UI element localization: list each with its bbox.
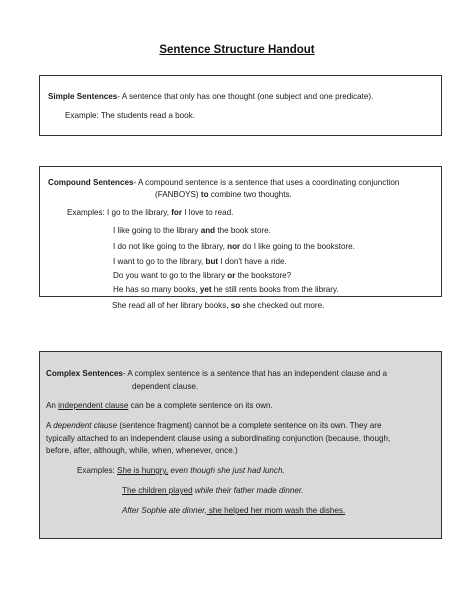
compound-definition-line-2: (FANBOYS) to combine two thoughts. bbox=[155, 190, 292, 199]
complex-example-1: Examples: She is hungry, even though she just had lunch. bbox=[77, 466, 285, 475]
complex-example-2: The children played while their father made dinner. bbox=[122, 486, 304, 495]
complex-definition-line-2: dependent clause. bbox=[132, 382, 199, 391]
simple-example: Example: The students read a book. bbox=[65, 111, 195, 120]
compound-example-1: Examples: I go to the library, for I love to read. bbox=[67, 208, 234, 217]
compound-example-5: Do you want to go to the library or the bookstore? bbox=[113, 271, 292, 280]
complex-example-3: After Sophie ate dinner, she helped her mom wash the dishes. bbox=[122, 506, 346, 515]
complex-definition-line-1: Complex Sentences- A complex sentence is a sentence that has an independent clause and a bbox=[46, 369, 388, 378]
compound-term: Compound Sentences bbox=[48, 178, 134, 187]
compound-example-2: I like going to the library and the book store. bbox=[113, 226, 271, 235]
compound-sentences-box bbox=[39, 166, 442, 297]
page-title: Sentence Structure Handout bbox=[159, 44, 315, 56]
dependent-clause-line-1: A dependent clause (sentence fragment) cannot be a complete sentence on its own. They are bbox=[46, 421, 382, 430]
dependent-clause-line-3: before, after, although, while, when, whenever, once.) bbox=[46, 446, 238, 455]
independent-clause-term: independent clause bbox=[58, 401, 129, 410]
complex-sentences-box bbox=[39, 351, 442, 539]
compound-example-4: I want to go to the library, but I don't have a ride. bbox=[113, 257, 287, 266]
complex-term: Complex Sentences bbox=[46, 369, 123, 378]
simple-sentences-box bbox=[39, 75, 442, 136]
simple-definition: Simple Sentences- A sentence that only has one thought (one subject and one predicate). bbox=[48, 92, 374, 101]
independent-clause-text: An independent clause can be a complete sentence on its own. bbox=[46, 401, 273, 410]
simple-term: Simple Sentences bbox=[48, 92, 118, 101]
compound-example-6: He has so many books, yet he still rents books from the library. bbox=[113, 285, 339, 294]
compound-example-7: She read all of her library books, so she checked out more. bbox=[112, 301, 325, 310]
dependent-clause-line-2: typically attached to an independent clause using a subordinating conjunction (because, though, bbox=[46, 434, 391, 443]
compound-definition-line-1: Compound Sentences- A compound sentence is a sentence that uses a coordinating conjunction bbox=[48, 178, 400, 187]
dependent-clause-term: dependent clause bbox=[53, 421, 118, 430]
compound-example-3: I do not like going to the library, nor do I like going to the bookstore. bbox=[113, 242, 355, 251]
